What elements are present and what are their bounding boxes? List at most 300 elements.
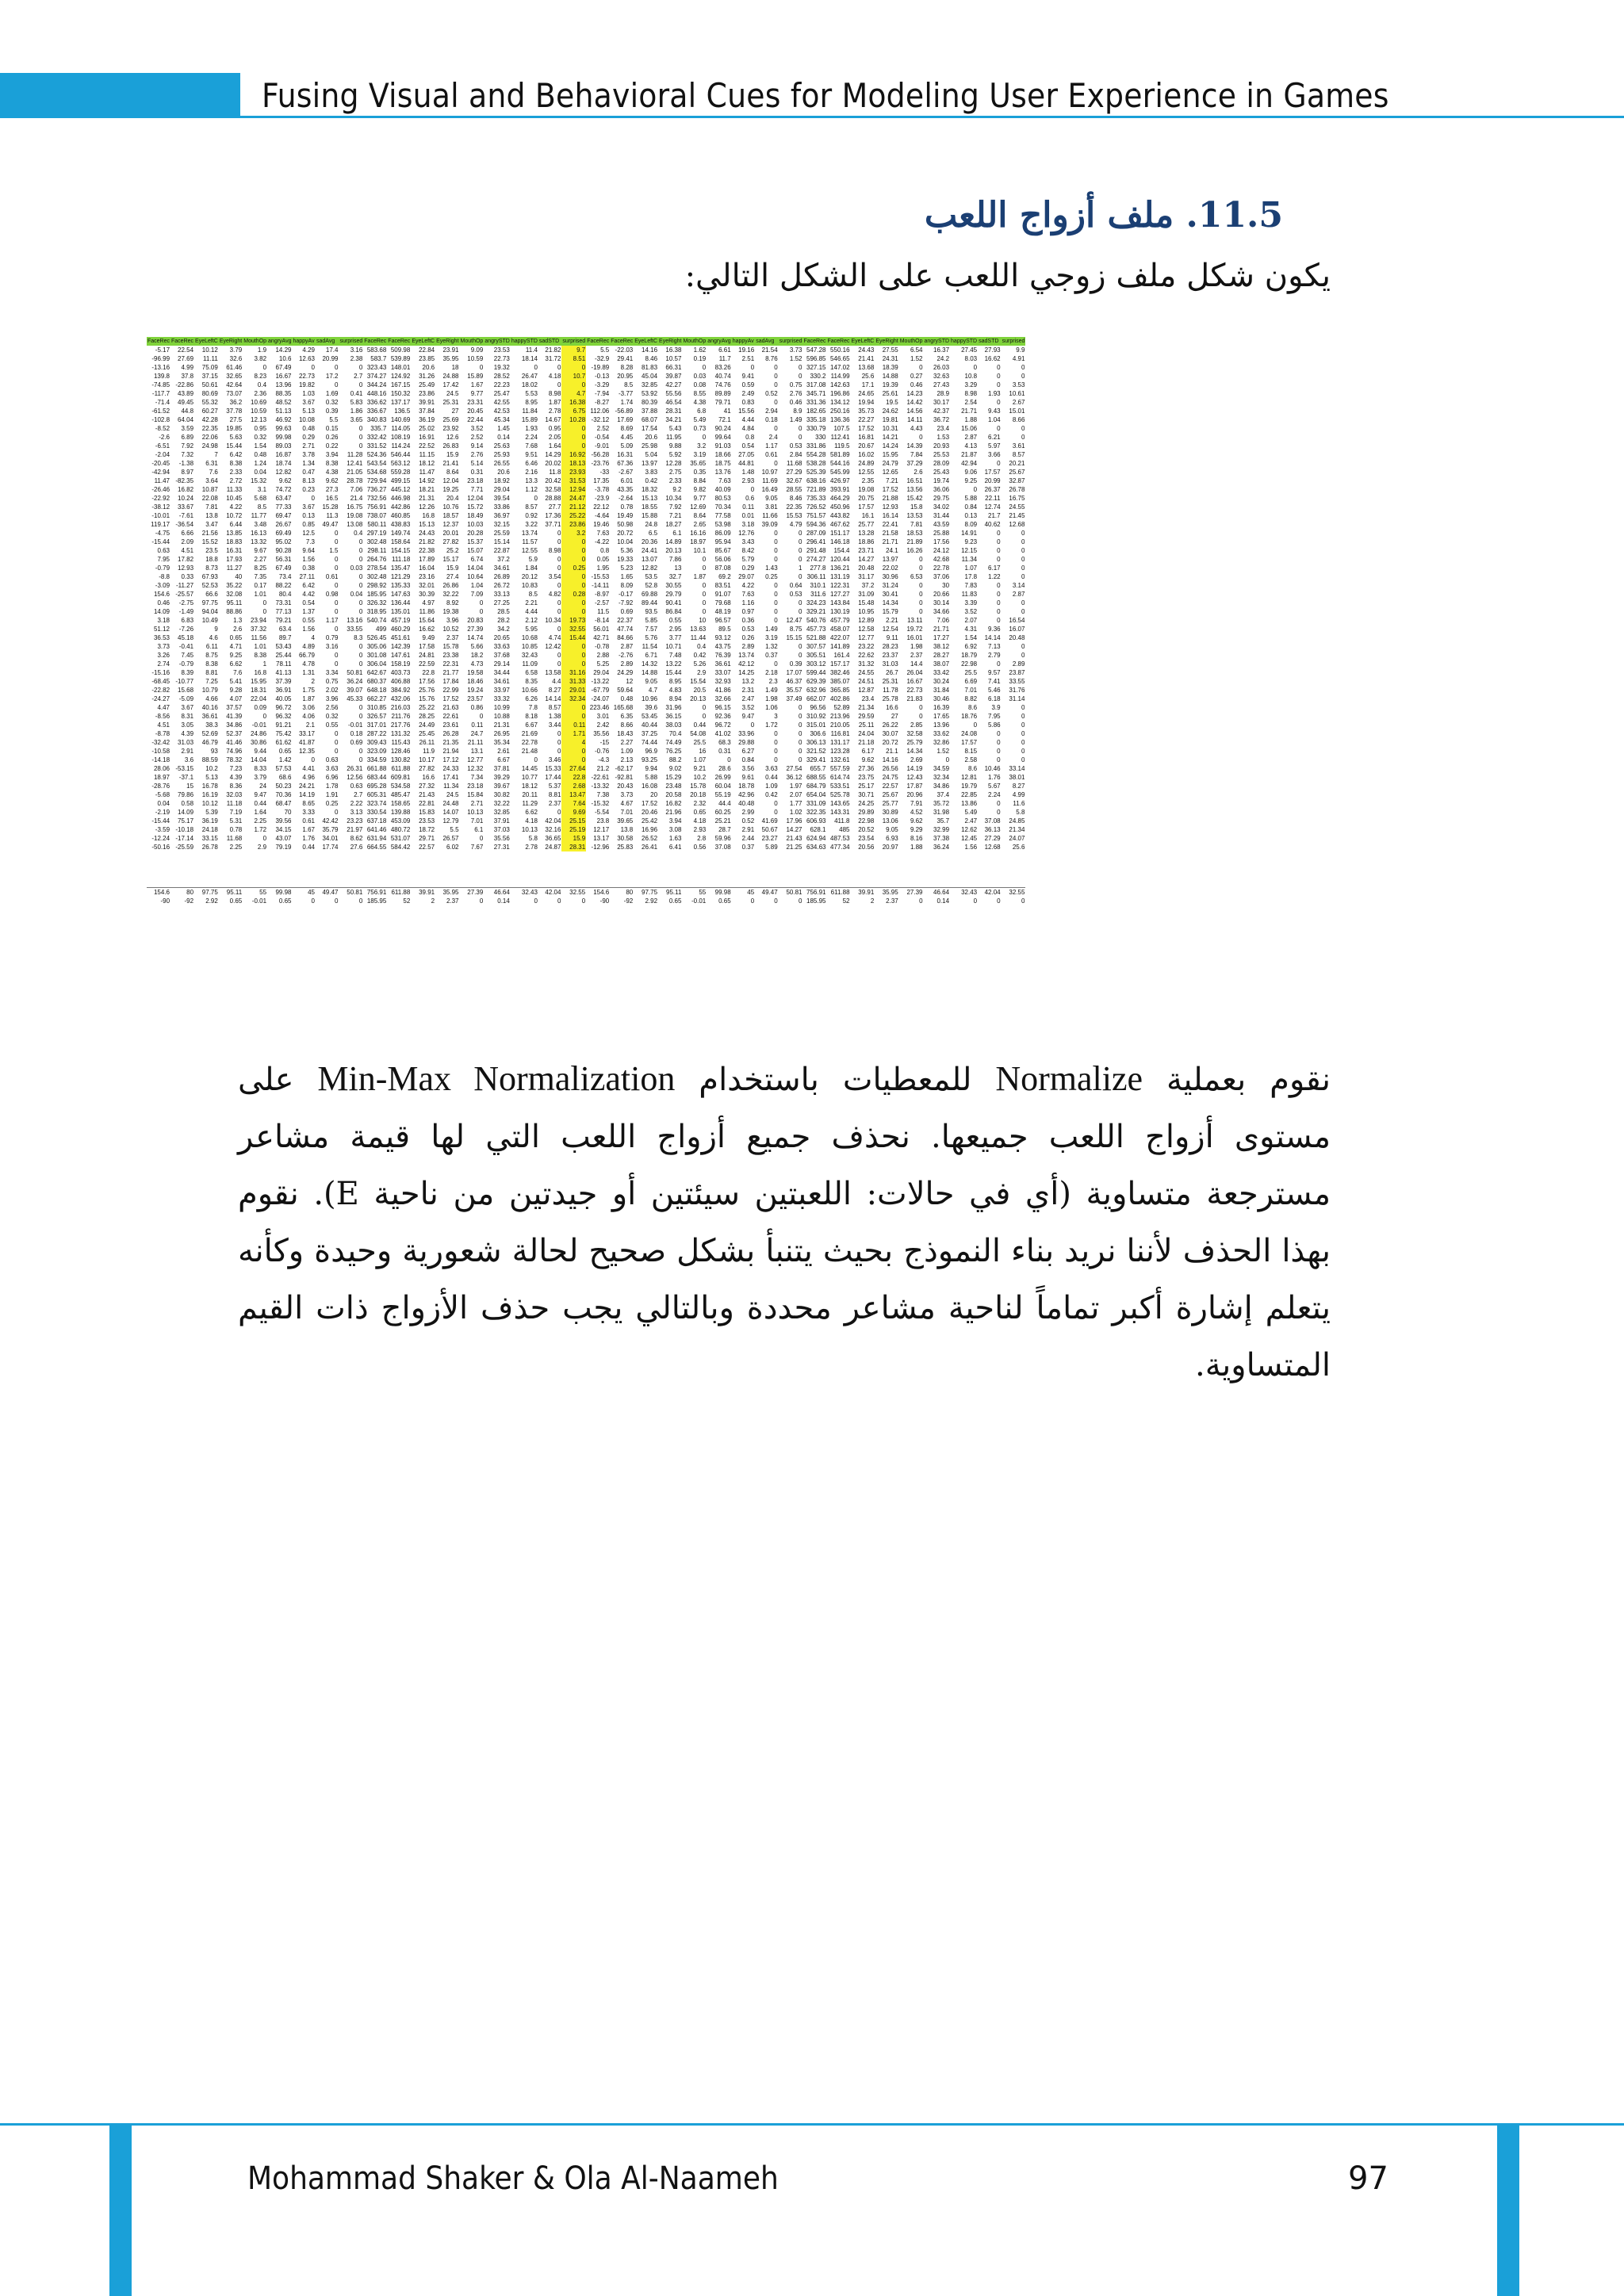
- table-cell: 0: [919, 704, 923, 711]
- table-cell: 130.82: [390, 756, 411, 763]
- table-cell: 33.97: [493, 687, 510, 694]
- table-cell: 20.6: [645, 434, 658, 441]
- table-summary-cell: 0: [311, 897, 315, 905]
- table-cell: 0: [311, 364, 315, 371]
- table-cell: 14.09: [153, 608, 170, 615]
- table-cell: 250.16: [830, 408, 850, 415]
- table-cell: 42.55: [493, 399, 510, 406]
- table-cell: 460.29: [390, 626, 411, 633]
- table-cell: -0.54: [594, 434, 610, 441]
- table-cell: 422.07: [830, 634, 850, 641]
- table-cell: 0.39: [325, 408, 339, 415]
- table-cell: 2.9: [257, 844, 267, 851]
- table-cell: 9.47: [254, 791, 267, 798]
- table-cell: 5.49: [964, 809, 978, 816]
- table-cell: 599.44: [806, 669, 826, 676]
- table-cell: 19.5: [886, 399, 898, 406]
- table-cell: 0: [997, 748, 1001, 755]
- table-cell: 0.14: [497, 434, 510, 441]
- table-cell: 22.98: [961, 660, 978, 668]
- table-cell: 53.92: [642, 390, 658, 397]
- table-cell: 9.62: [910, 817, 923, 825]
- table-cell: 88.22: [275, 582, 292, 589]
- table-cell: 1.72: [765, 721, 778, 729]
- table-cell: 92.36: [714, 713, 731, 720]
- table-cell: 0: [799, 739, 802, 746]
- table-cell: 0.42: [693, 652, 707, 659]
- table-cell: 34.2: [497, 626, 510, 633]
- table-cell: 79.19: [275, 844, 292, 851]
- table-cell: 38.12: [933, 643, 950, 650]
- table-cell: 15.56: [738, 408, 755, 415]
- table-cell: 4.41: [302, 765, 315, 772]
- table-cell: 21.97: [347, 826, 363, 833]
- table-cell: 147.61: [390, 652, 411, 659]
- table-cell: 17.87: [906, 783, 923, 790]
- table-cell: 56.01: [593, 626, 610, 633]
- table-cell: 0: [557, 530, 561, 537]
- table-cell: 16.07: [1009, 626, 1025, 633]
- table-cell: 3.34: [325, 669, 339, 676]
- table-cell: 2.72: [229, 477, 243, 484]
- table-cell: 3: [774, 713, 778, 720]
- table-cell: 683.44: [366, 774, 387, 781]
- table-cell: 0: [997, 756, 1001, 763]
- table-row: [147, 555, 1025, 564]
- table-cell: 131.32: [390, 730, 411, 737]
- table-cell: 2.89: [620, 660, 634, 668]
- table-cell: 28.31: [561, 843, 586, 851]
- table-cell: 23.75: [858, 774, 875, 781]
- table-cell: 0.35: [693, 469, 707, 476]
- table-cell: 22.87: [493, 547, 510, 554]
- table-cell: 216.03: [390, 704, 411, 711]
- table-cell: 12.55: [521, 547, 538, 554]
- table-header-cell: EyeRight: [659, 339, 682, 344]
- table-cell: 46.79: [201, 739, 218, 746]
- table-cell: 91.03: [714, 442, 731, 450]
- table-cell: 17.27: [933, 634, 950, 641]
- table-cell: 15.78: [442, 643, 459, 650]
- table-cell: 32.22: [493, 800, 510, 807]
- table-cell: 5.36: [620, 547, 634, 554]
- table-cell: 37.4: [936, 791, 950, 798]
- table-cell: 12.45: [961, 835, 978, 842]
- table-cell: 31.72: [545, 355, 561, 362]
- table-cell: 7.63: [718, 477, 731, 484]
- table-cell: 25.83: [617, 844, 634, 851]
- table-cell: 16.5: [325, 495, 339, 502]
- table-cell: 539.89: [390, 355, 411, 362]
- table-cell: 8.66: [1012, 416, 1025, 423]
- table-cell: 4.79: [789, 521, 802, 528]
- table-summary-cell: 0.65: [278, 897, 292, 905]
- table-summary-cell: 27.39: [899, 888, 924, 897]
- table-cell: 323.74: [366, 800, 387, 807]
- table-cell: 22.73: [298, 373, 315, 380]
- section-heading: [925, 195, 1331, 235]
- table-cell: 0: [973, 364, 978, 371]
- table-cell: 30.96: [882, 573, 898, 580]
- table-cell: 3.08: [668, 826, 682, 833]
- table-cell: 3.73: [789, 346, 802, 354]
- table-cell: 5.43: [668, 425, 682, 432]
- table-cell: 10.76: [442, 503, 459, 511]
- table-cell: 0: [262, 364, 267, 371]
- table-cell: 8.18: [525, 713, 538, 720]
- table-summary-cell: 0: [557, 897, 561, 905]
- table-cell: 0: [1021, 739, 1025, 746]
- table-cell: 10.1: [693, 547, 707, 554]
- table-cell: -5.54: [594, 809, 610, 816]
- table-cell: 9: [214, 626, 218, 633]
- table-cell: 0: [557, 660, 561, 668]
- table-cell: 9.43: [988, 408, 1001, 415]
- table-cell: 11.7: [718, 355, 731, 362]
- table-cell: 28.6: [718, 765, 731, 772]
- table-cell: 736.27: [366, 486, 387, 493]
- table-row: [147, 407, 1025, 415]
- table-summary-cell: 55: [682, 888, 707, 897]
- table-cell: -22.61: [591, 774, 610, 781]
- table-cell: 29.89: [858, 809, 875, 816]
- table-cell: 33.86: [493, 503, 510, 511]
- table-cell: 0: [1021, 643, 1025, 650]
- table-cell: 0: [774, 748, 778, 755]
- table-cell: 3.79: [254, 774, 267, 781]
- table-cell: 32.58: [906, 730, 923, 737]
- table-cell: 16.31: [226, 547, 243, 554]
- table-cell: -8.52: [155, 425, 170, 432]
- table-cell: 43.59: [933, 521, 950, 528]
- table-cell: 450.96: [830, 503, 850, 511]
- table-cell: 15.01: [1009, 408, 1025, 415]
- table-cell: 26.83: [442, 442, 459, 450]
- table-row: [147, 389, 1025, 398]
- table-cell: 0: [1021, 434, 1025, 441]
- table-cell: 32.03: [226, 791, 243, 798]
- table-cell: 24: [259, 783, 267, 790]
- table-cell: 0: [702, 599, 707, 607]
- table-cell: 0: [750, 721, 755, 729]
- table-cell: 27.43: [933, 381, 950, 388]
- table-cell: 12.6: [446, 434, 459, 441]
- table-cell: 96.72: [275, 704, 292, 711]
- table-row: [147, 546, 1025, 555]
- table-cell: 309.43: [366, 739, 387, 746]
- table-cell: 0.8: [600, 547, 610, 554]
- table-cell: -15.44: [151, 538, 170, 545]
- table-cell: 73.4: [278, 573, 292, 580]
- table-cell: 40.62: [984, 521, 1001, 528]
- table-cell: -12.96: [591, 844, 610, 851]
- table-cell: 315.01: [806, 721, 826, 729]
- table-cell: 20.12: [521, 573, 538, 580]
- table-cell: 0: [262, 835, 267, 842]
- table-cell: 14.25: [738, 669, 755, 676]
- table-cell: 33.96: [738, 730, 755, 737]
- table-cell: 50.81: [347, 669, 363, 676]
- table-cell: 55.56: [665, 390, 682, 397]
- table-cell: 16.13: [251, 530, 267, 537]
- table-cell: 25.61: [882, 390, 898, 397]
- table-cell: -0.01: [251, 721, 267, 729]
- table-row: [147, 773, 1025, 782]
- table-cell: 14.34: [906, 748, 923, 755]
- table-cell: 3.01: [596, 713, 610, 720]
- table-cell: 13.96: [275, 381, 292, 388]
- table-cell: 305.06: [366, 643, 387, 650]
- table-cell: 34.59: [933, 765, 950, 772]
- table-header-cell: surprised: [1002, 339, 1025, 344]
- table-cell: 14.42: [906, 399, 923, 406]
- table-cell: 10.95: [858, 608, 875, 615]
- table-cell: 33.17: [298, 730, 315, 737]
- table-cell: 32.85: [642, 381, 658, 388]
- table-cell: -8.97: [594, 591, 610, 598]
- table-cell: 7.81: [205, 503, 218, 511]
- table-cell: 0: [557, 652, 561, 659]
- table-cell: 15.79: [882, 608, 898, 615]
- table-row: [147, 503, 1025, 511]
- table-cell: 28.7: [718, 826, 731, 833]
- table-cell: -23.9: [594, 495, 610, 502]
- table-cell: 29.04: [593, 669, 610, 676]
- table-cell: 36.12: [786, 774, 802, 781]
- table-cell: 46.92: [275, 416, 292, 423]
- table-cell: 457.73: [806, 626, 826, 633]
- table-cell: 22.11: [985, 495, 1001, 502]
- table-cell: 23.91: [442, 346, 459, 354]
- table-cell: 16.87: [275, 451, 292, 458]
- table-header-cell: angrySTD: [485, 339, 510, 344]
- table-cell: 0: [702, 608, 707, 615]
- table-cell: 24.51: [858, 678, 875, 685]
- table-cell: 538.28: [806, 460, 826, 467]
- table-summary-cell: 0: [358, 897, 363, 905]
- table-cell: 0.85: [302, 521, 315, 528]
- table-cell: 0: [997, 399, 1001, 406]
- table-cell: 11.57: [522, 538, 538, 545]
- table-cell: 16.31: [617, 451, 634, 458]
- table-cell: 534.68: [366, 469, 387, 476]
- table-cell: 27.25: [493, 599, 510, 607]
- table-cell: 122.31: [830, 582, 850, 589]
- table-cell: 15.95: [882, 451, 898, 458]
- table-cell: 21.69: [521, 730, 538, 737]
- table-cell: 306.04: [366, 660, 387, 668]
- table-cell: 0: [919, 556, 923, 563]
- table-cell: 14.89: [665, 538, 682, 545]
- table-cell: 143.65: [830, 800, 850, 807]
- table-cell: 31.26: [419, 373, 435, 380]
- table-cell: 4: [311, 634, 315, 641]
- table-cell: 0: [358, 756, 363, 763]
- table-cell: 606.93: [806, 817, 826, 825]
- table-cell: 14.74: [467, 634, 484, 641]
- table-cell: 2.69: [910, 756, 923, 763]
- table-cell: 25.47: [493, 390, 510, 397]
- table-cell: 27.45: [961, 346, 978, 354]
- table-cell: 21.41: [442, 460, 459, 467]
- table-cell: 0: [774, 582, 778, 589]
- table-cell: 8.35: [525, 678, 538, 685]
- table-summary-cell: 2.37: [446, 897, 459, 905]
- table-cell: 648.18: [366, 687, 387, 694]
- table-cell: 3.64: [205, 477, 218, 484]
- table-cell: 0: [561, 660, 586, 668]
- table-cell: 24.43: [419, 530, 435, 537]
- table-cell: 4.84: [741, 425, 755, 432]
- table-cell: 7.6: [209, 469, 218, 476]
- table-cell: 10.57: [665, 355, 682, 362]
- table-cell: 25.49: [419, 381, 435, 388]
- table-cell: 2.7: [354, 373, 363, 380]
- table-cell: 17.52: [442, 695, 459, 702]
- table-cell: 5.39: [205, 809, 218, 816]
- table-cell: 18.12: [521, 783, 538, 790]
- table-row: [147, 398, 1025, 407]
- table-cell: 69.47: [275, 512, 292, 519]
- table-cell: 41.13: [275, 669, 292, 676]
- table-cell: 29.75: [933, 495, 950, 502]
- table-cell: -20.45: [151, 460, 170, 467]
- table-cell: 5.23: [620, 564, 634, 572]
- table-cell: 14.32: [642, 660, 658, 668]
- table-cell: 17.52: [882, 486, 898, 493]
- table-cell: 9.11: [886, 634, 898, 641]
- table-cell: 9.23: [964, 538, 978, 545]
- table-cell: 0: [358, 573, 363, 580]
- table-cell: -67.79: [591, 687, 610, 694]
- table-cell: 29.71: [419, 835, 435, 842]
- table-cell: 10.8: [964, 373, 978, 380]
- table-cell: 10.66: [521, 687, 538, 694]
- table-cell: 18.49: [467, 512, 484, 519]
- table-cell: -22.03: [615, 346, 634, 354]
- table-cell: 87.08: [714, 564, 731, 572]
- table-cell: 323.43: [366, 364, 387, 371]
- table-cell: 20.36: [642, 538, 658, 545]
- table-cell: -5.09: [178, 695, 194, 702]
- table-cell: 22.08: [201, 495, 218, 502]
- table-cell: 3.67: [181, 704, 194, 711]
- table-cell: 297.19: [366, 530, 387, 537]
- table-cell: 20.58: [665, 791, 682, 798]
- table-cell: 1.07: [693, 756, 707, 763]
- table-cell: 6.92: [964, 643, 978, 650]
- table-cell: 485.47: [390, 791, 411, 798]
- table-cell: 4.97: [422, 599, 435, 607]
- table-cell: 8.55: [693, 390, 707, 397]
- table-cell: 1.38: [548, 713, 561, 720]
- table-cell: 2.87: [1012, 591, 1025, 598]
- table-cell: 42.96: [738, 791, 755, 798]
- table-cell: 4.29: [302, 346, 315, 354]
- table-cell: 402.86: [830, 695, 850, 702]
- table-summary-cell: 99.98: [707, 888, 731, 897]
- table-cell: 22.38: [419, 547, 435, 554]
- table-cell: 0: [774, 530, 778, 537]
- para-text-rest: أزواج اللعب جميعها. نحذف جميع أزواج اللعب التي لها قيمة مشاعر مسترجعة متساوية (أي في حالات: اللعبتين سيئتين أو جيدتين من ناحية E). نقوم بهذا الحذف لأننا نريد بناء النموذج بحيث يتنبأ بشكل صحيح لحالة شعورية وحيدة وكأنه يتعلم إشارة أكبر تماماً لناحية مشاعر محددة وبالتالي يجب حذف الأزواج ذات القيم المتساوية.: [238, 1119, 1331, 1383]
- table-header-cell: happyAv: [293, 339, 315, 344]
- table-cell: 5.04: [645, 451, 658, 458]
- table-cell: 2.3: [768, 678, 778, 685]
- table-cell: 3.94: [668, 817, 682, 825]
- table-cell: 89.03: [275, 442, 292, 450]
- table-cell: 16.1: [861, 512, 875, 519]
- table-summary-cell: 0: [750, 897, 755, 905]
- table-cell: -2.64: [619, 495, 634, 502]
- table-cell: 661.88: [366, 765, 387, 772]
- table-cell: 36.97: [493, 512, 510, 519]
- table-row: [147, 825, 1025, 834]
- table-cell: -15.44: [151, 817, 170, 825]
- table-cell: 17.74: [322, 844, 339, 851]
- table-cell: 17.58: [419, 643, 435, 650]
- table-header-cell: surprised: [339, 339, 363, 344]
- table-cell: 3.43: [741, 538, 755, 545]
- table-cell: 0: [335, 564, 339, 572]
- table-cell: 0.55: [668, 617, 682, 624]
- table-cell: 0: [534, 756, 538, 763]
- table-cell: 22.73: [906, 687, 923, 694]
- table-cell: 499.15: [390, 477, 411, 484]
- table-cell: 5.41: [229, 678, 243, 685]
- table-cell: 27: [451, 408, 459, 415]
- table-cell: 37.84: [419, 408, 435, 415]
- table-cell: 32.15: [493, 521, 510, 528]
- table-cell: 8.27: [1012, 783, 1025, 790]
- table-cell: 0: [335, 538, 339, 545]
- table-cell: 8.98: [548, 390, 561, 397]
- table-cell: 3.46: [548, 756, 561, 763]
- table-cell: 3.52: [470, 425, 484, 432]
- table-cell: 17.4: [325, 346, 339, 354]
- table-cell: 641.46: [366, 826, 387, 833]
- table-summary-cell: 2: [431, 897, 435, 905]
- table-cell: 751.57: [806, 512, 826, 519]
- table-cell: 10.7: [561, 372, 586, 381]
- table-cell: 21.34: [858, 704, 875, 711]
- table-cell: 9.05: [645, 678, 658, 685]
- table-cell: 12.43: [906, 774, 923, 781]
- table-cell: 1.76: [988, 774, 1001, 781]
- table-cell: 1.71: [561, 729, 586, 738]
- table-summary-cell: 154.6: [586, 888, 610, 897]
- table-cell: 34.66: [933, 608, 950, 615]
- table-cell: 0: [479, 835, 484, 842]
- table-cell: 0: [557, 809, 561, 816]
- table-cell: -0.01: [348, 721, 363, 729]
- table-cell: 0: [335, 660, 339, 668]
- table-cell: -2.04: [155, 451, 170, 458]
- table-cell: 1.56: [302, 556, 315, 563]
- table-cell: 8.31: [181, 713, 194, 720]
- table-cell: 11.34: [443, 783, 459, 790]
- table-cell: 18.13: [561, 459, 586, 468]
- table-cell: 0: [557, 564, 561, 572]
- table-cell: 20.48: [1009, 634, 1025, 641]
- table-cell: 0.47: [302, 469, 315, 476]
- table-cell: 1.03: [302, 390, 315, 397]
- table-cell: 7.92: [668, 503, 682, 511]
- table-cell: 3.9: [991, 704, 1001, 711]
- table-cell: 596.85: [806, 355, 826, 362]
- table-row: [147, 695, 1025, 703]
- table-cell: 467.62: [830, 521, 850, 528]
- table-cell: 40.48: [738, 800, 755, 807]
